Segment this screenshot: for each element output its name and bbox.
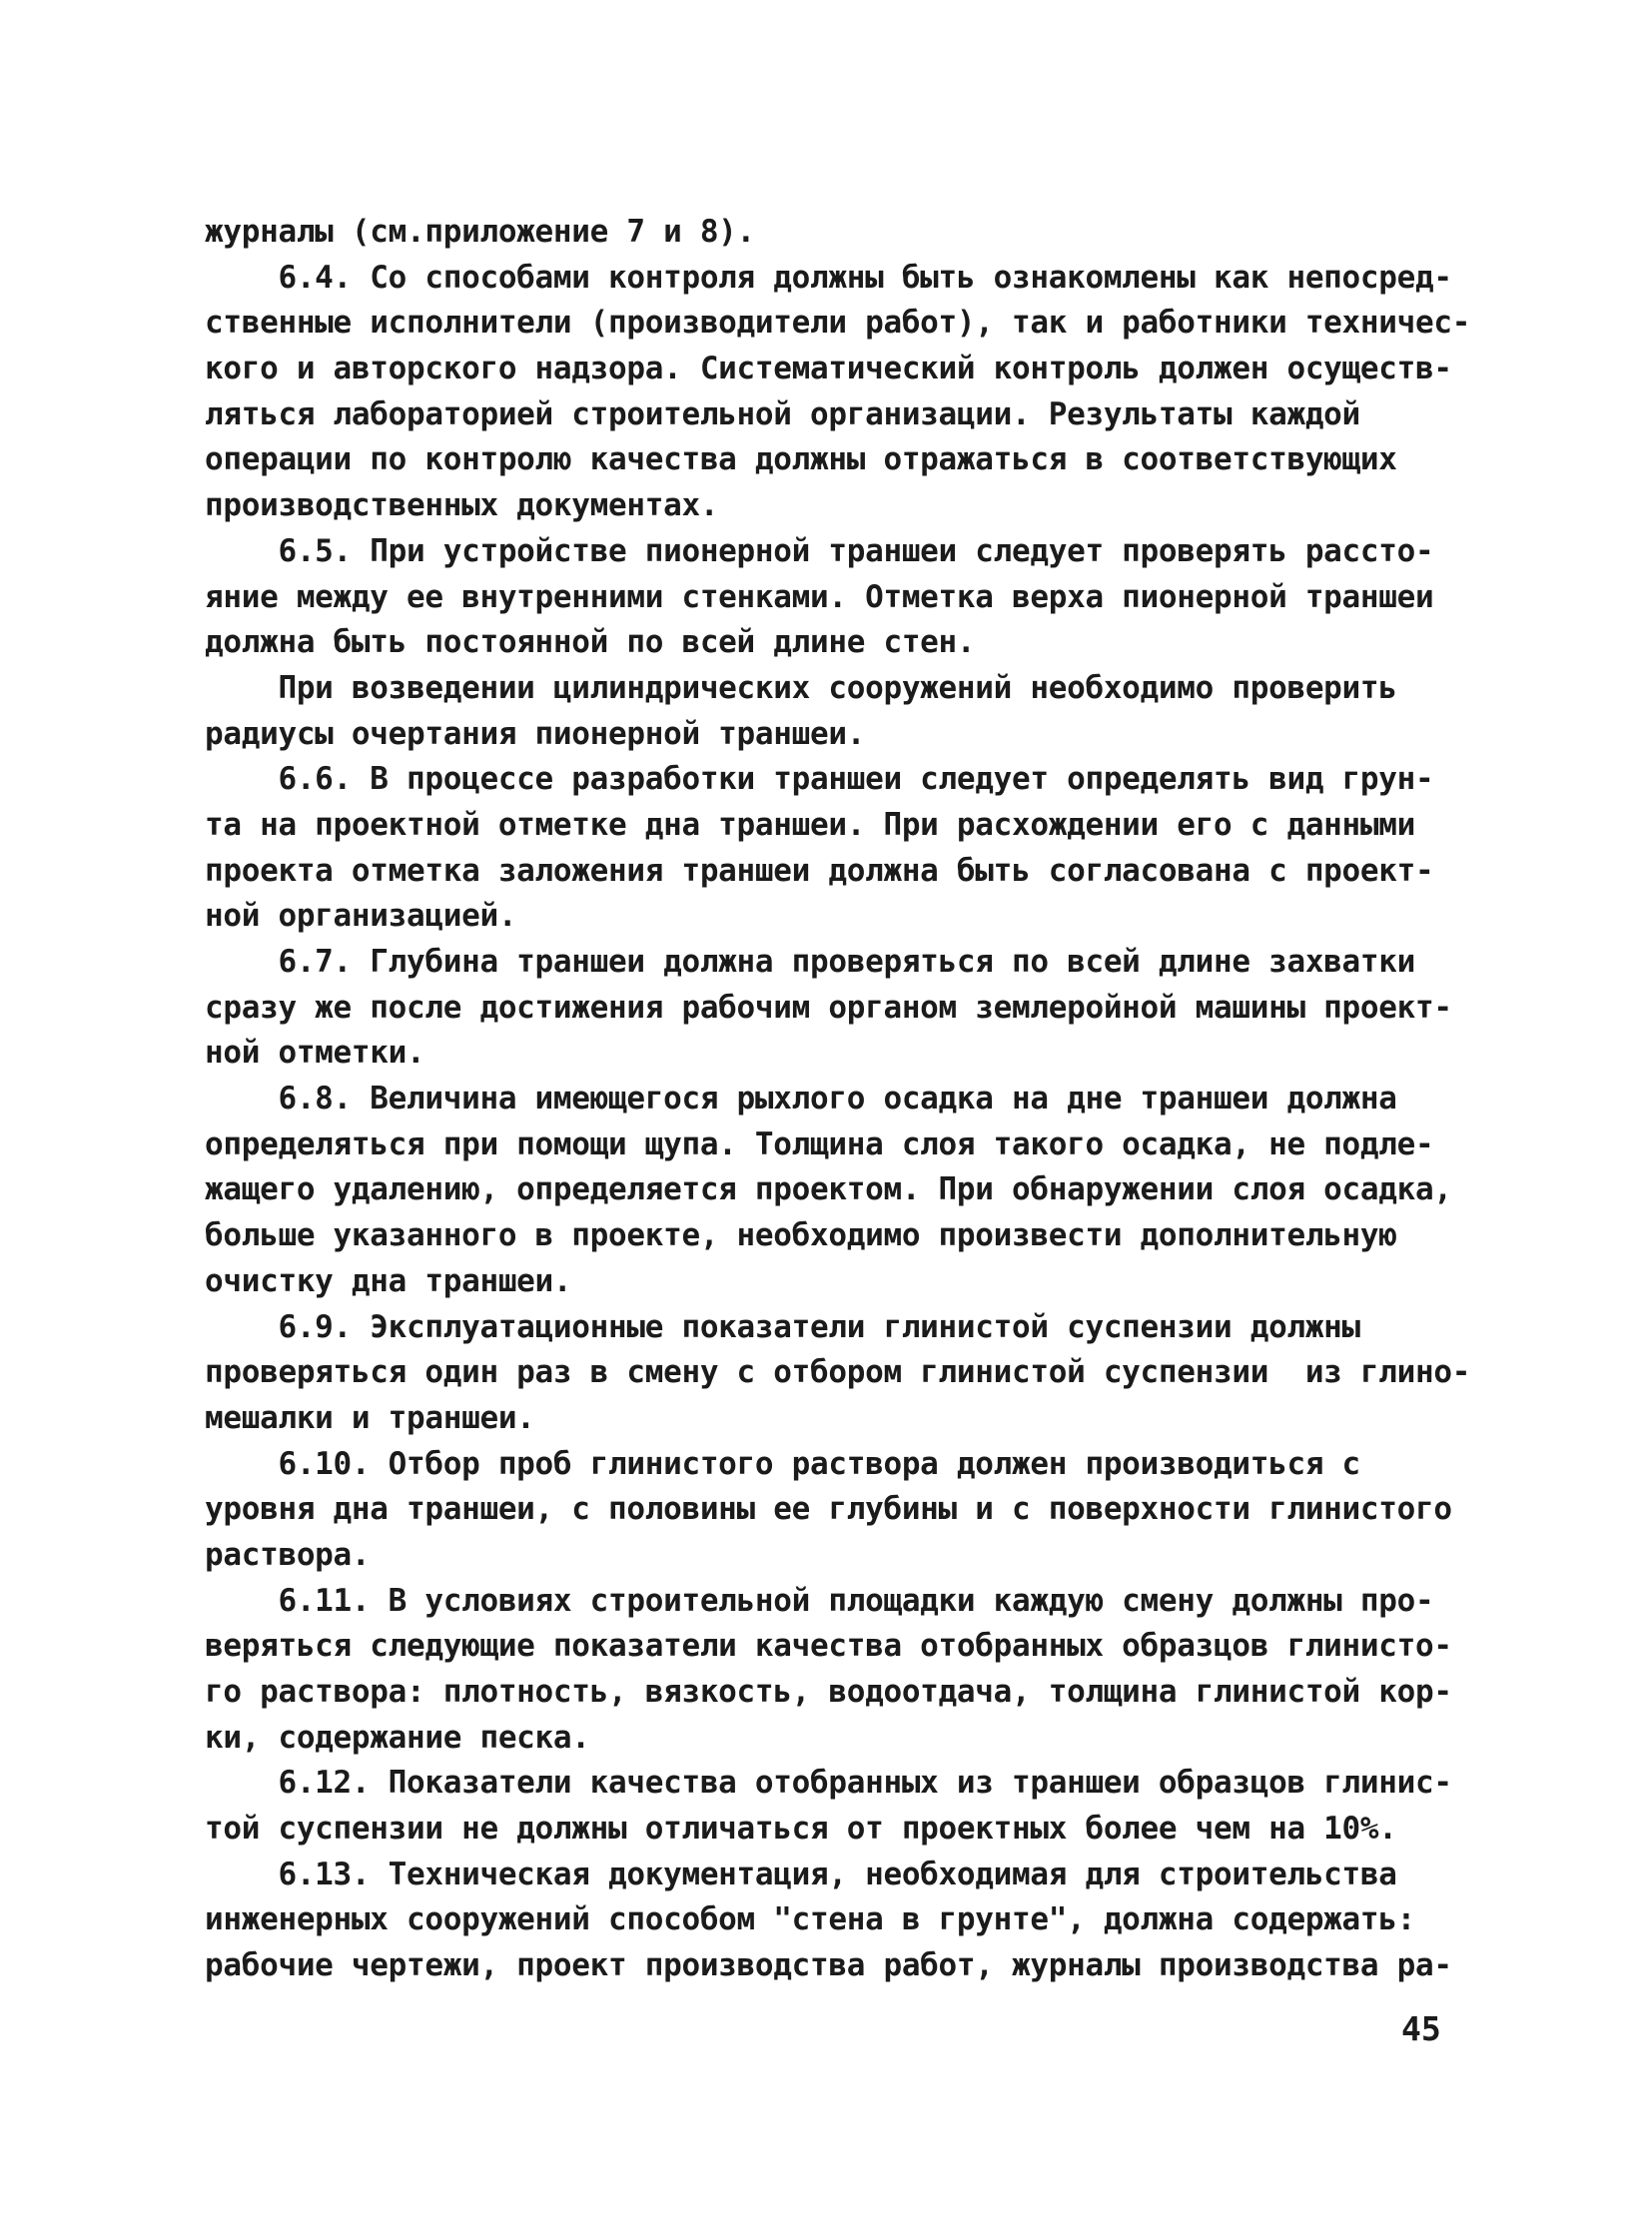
- text-line: веряться следующие показатели качества отобранных образцов глинисто-: [205, 1628, 1452, 1665]
- text-line: кого и авторского надзора. Систематический контроль должен осуществ-: [205, 351, 1452, 387]
- text-line: 6.8. Величина имеющегося рыхлого осадка на дне траншеи должна: [205, 1081, 1397, 1118]
- text-line: рабочие чертежи, проект производства работ, журналы производства ра-: [205, 1947, 1452, 1984]
- text-line: 6.6. В процессе разработки траншеи следует определять вид грун-: [205, 761, 1434, 798]
- text-line: ственные исполнители (производители работ), так и работники техничес-: [205, 305, 1471, 342]
- text-line: радиусы очертания пионерной траншеи.: [205, 715, 866, 752]
- text-line: ной отметки.: [205, 1035, 425, 1072]
- text-line: операции по контролю качества должны отражаться в соответствующих: [205, 441, 1397, 478]
- text-line: 6.12. Показатели качества отобранных из траншеи образцов глинис-: [205, 1765, 1452, 1802]
- text-line: яние между ее внутренними стенками. Отметка верха пионерной траншеи: [205, 578, 1434, 615]
- body-text: [205, 210, 1471, 1989]
- text-line: 6.13. Техническая документация, необходимая для строительства: [205, 1856, 1397, 1892]
- text-line: сразу же после достижения рабочим органом землеройной машины проект-: [205, 989, 1452, 1026]
- text-line: 6.11. В условиях строительной площадки каждую смену должны про-: [205, 1582, 1434, 1619]
- text-line: раствора.: [205, 1536, 371, 1573]
- text-line: производственных документах.: [205, 487, 719, 524]
- page-number: 45: [1401, 2009, 1441, 2048]
- text-line: определяться при помощи щупа. Толщина слоя такого осадка, не подле-: [205, 1125, 1434, 1162]
- text-line: той суспензии не должны отличаться от проектных более чем на 10%.: [205, 1811, 1397, 1848]
- text-line: должна быть постоянной по всей длине стен.: [205, 624, 976, 661]
- text-line: журналы (см.приложение 7 и 8).: [205, 214, 755, 250]
- text-line: проекта отметка заложения траншеи должна быть согласована с проект-: [205, 852, 1434, 889]
- text-line: При возведении цилиндрических сооружений необходимо проверить: [205, 669, 1397, 706]
- text-line: очистку дна траншеи.: [205, 1262, 572, 1299]
- text-line: инженерных сооружений способом "стена в грунте", должна содержать:: [205, 1901, 1415, 1938]
- text-line: 6.9. Эксплуатационные показатели глинистой суспензии должны: [205, 1308, 1360, 1345]
- text-line: го раствора: плотность, вязкость, водоотдача, толщина глинистой кор-: [205, 1674, 1452, 1710]
- text-line: больше указанного в проекте, необходимо произвести дополнительную: [205, 1217, 1397, 1254]
- text-line: мешалки и траншеи.: [205, 1399, 535, 1436]
- text-line: ной организацией.: [205, 898, 517, 935]
- text-line: уровня дна траншеи, с половины ее глубины и с поверхности глинистого: [205, 1491, 1452, 1528]
- text-line: 6.4. Со способами контроля должны быть ознакомлены как непосред-: [205, 259, 1452, 296]
- text-line: 6.5. При устройстве пионерной траншеи следует проверять рассто-: [205, 532, 1434, 569]
- text-line: ки, содержание песка.: [205, 1719, 590, 1756]
- text-line: проверяться один раз в смену с отбором глинистой суспензии из глино-: [205, 1354, 1471, 1391]
- text-line: 6.10. Отбор проб глинистого раствора должен производиться с: [205, 1445, 1360, 1482]
- text-line: жащего удалению, определяется проектом. При обнаружении слоя осадка,: [205, 1171, 1452, 1208]
- text-line: ляться лабораторией строительной организации. Результаты каждой: [205, 395, 1360, 432]
- text-line: 6.7. Глубина траншеи должна проверяться по всей длине захватки: [205, 944, 1415, 980]
- text-line: та на проектной отметке дна траншеи. При расхождении его с данными: [205, 806, 1415, 843]
